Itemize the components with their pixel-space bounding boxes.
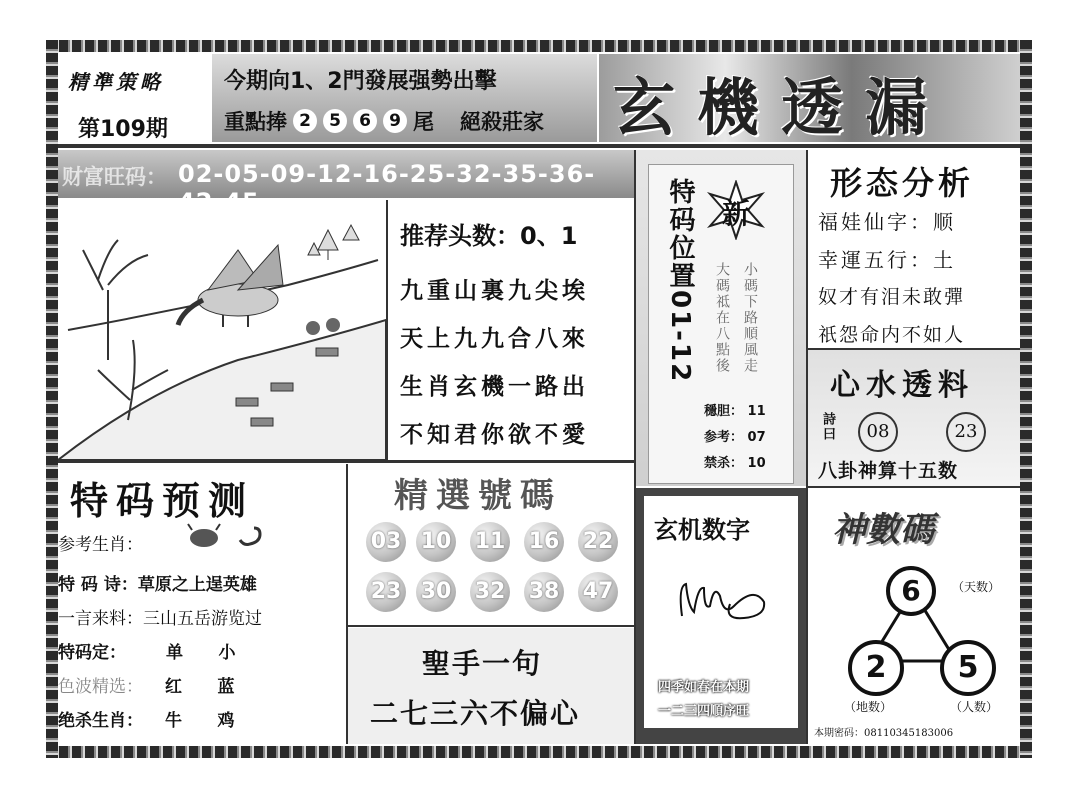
ref-value: 07 <box>747 430 766 445</box>
zodiac-label: 参考生肖： <box>58 535 143 555</box>
number-ball: 16 <box>524 522 564 562</box>
ref-label: 参考： <box>704 430 744 445</box>
prediction-row <box>58 638 236 663</box>
poem-row-label: 特 码 诗： <box>58 575 138 595</box>
ban-value: 10 <box>747 456 766 471</box>
number-ball: 30 <box>416 572 456 612</box>
god-number-block <box>808 488 1020 744</box>
shape-line: 奴才有泪未敢彈 <box>818 286 966 308</box>
brand-block <box>58 54 210 142</box>
focus-row <box>224 106 544 136</box>
master-phrase-text: 二七三六不偏心 <box>370 697 581 730</box>
stable-label: 穩胆： <box>704 404 744 419</box>
special-position-label: 特码位置01-12 <box>665 178 695 384</box>
divider <box>58 144 1020 148</box>
mystery-digit-title: 玄机数字 <box>654 516 750 544</box>
number-ball: 38 <box>524 572 564 612</box>
divider <box>58 460 634 463</box>
special-position-block <box>636 150 806 486</box>
parity-value: 单 小 <box>166 643 236 663</box>
kill-text: 絕殺莊家 <box>460 110 544 134</box>
prediction-row <box>58 706 235 731</box>
focus-digit: 9 <box>383 109 407 133</box>
shape-analysis-block <box>808 150 1020 348</box>
ban-label: 禁杀： <box>704 456 744 471</box>
divider <box>346 464 348 744</box>
color-value: 红 蓝 <box>165 677 235 697</box>
mystery-line: 一二三四順序旺 <box>658 704 750 719</box>
number-ball: 47 <box>578 572 618 612</box>
prediction-title: 特码预测 <box>70 478 255 523</box>
master-phrase-block <box>348 628 634 744</box>
heart-number: 23 <box>946 412 986 452</box>
word-row-label: 一言来料： <box>58 609 143 629</box>
divider <box>808 486 1020 488</box>
heart-water-block <box>808 350 1020 486</box>
border-top <box>46 40 1032 52</box>
mystery-digit-panel <box>644 496 798 728</box>
kill-zodiac-label: 绝杀生肖： <box>58 711 143 731</box>
focus-suffix: 尾 <box>413 110 434 134</box>
number-ball: 11 <box>470 522 510 562</box>
selected-numbers-block <box>348 464 634 624</box>
number-ball: 22 <box>578 522 618 562</box>
shape-line: 祇怨命内不如人 <box>818 324 966 346</box>
shape-line: 福娃仙字：顺 <box>818 210 956 234</box>
new-badge-text: 新 <box>722 197 751 230</box>
number-ball: 32 <box>470 572 510 612</box>
stable-row <box>704 400 766 419</box>
shape-analysis-title: 形态分析 <box>830 164 975 202</box>
master-phrase-title: 聖手一句 <box>422 647 543 680</box>
prediction-block <box>58 464 346 744</box>
border-right <box>1020 40 1032 758</box>
poem-line: 生肖玄機一路出 <box>400 374 589 400</box>
kill-zodiac-value: 牛 鸡 <box>165 711 235 731</box>
goose-scene-image <box>58 200 386 460</box>
poem-label: 詩曰 <box>820 412 835 442</box>
heart-water-title: 心水透料 <box>830 368 974 403</box>
prediction-row <box>58 570 257 595</box>
number-ball: 23 <box>366 572 406 612</box>
head-numbers: 推荐头数：0、1 <box>400 222 578 250</box>
poem-line: 九重山裏九尖埃 <box>400 278 589 304</box>
wealth-bar <box>58 150 634 216</box>
ban-row <box>704 452 766 471</box>
headline-block <box>212 54 597 142</box>
brand-title: 精準策略 <box>68 70 164 94</box>
big-title: 玄機透漏 <box>613 71 950 144</box>
wealth-numbers: 02-05-09-12-16-25-32-35-36-42-45 <box>178 160 596 216</box>
selected-numbers-title: 精選號碼 <box>394 476 562 516</box>
big-title-block <box>599 54 1020 142</box>
border-left <box>46 40 58 758</box>
left-label: （地数） <box>844 700 893 714</box>
focus-digit: 2 <box>293 109 317 133</box>
heart-water-footer: 八卦神算十五数 <box>818 460 959 482</box>
divider <box>634 150 636 744</box>
word-row-value: 三山五岳游览过 <box>143 609 262 629</box>
top-number: 6 <box>886 566 936 616</box>
password: 本期密码：08110345183006 <box>814 728 954 739</box>
divider <box>348 625 634 627</box>
zodiac-icons <box>186 520 276 552</box>
poem-line: 天上九九合八來 <box>400 326 589 352</box>
prediction-row <box>58 672 235 697</box>
prediction-row <box>58 530 143 555</box>
stable-value: 11 <box>747 404 766 419</box>
shape-line: 幸運五行：土 <box>818 248 956 272</box>
divider <box>386 200 388 460</box>
poem-line: 不知君你欲不愛 <box>400 422 589 448</box>
divider <box>808 348 1020 350</box>
small-number-hint: 小碼下路順風走 <box>742 262 758 374</box>
right-label: （人数） <box>950 700 999 714</box>
goose-illustration <box>58 200 386 460</box>
big-number-hint: 大碼祗在八點後 <box>714 262 730 374</box>
number-ball: 03 <box>366 522 406 562</box>
prediction-row <box>58 604 262 629</box>
mystery-line: 四季如春在本期 <box>658 680 750 695</box>
number-ball: 10 <box>416 522 456 562</box>
heart-number: 08 <box>858 412 898 452</box>
new-badge <box>706 180 766 240</box>
poem-row-value: 草原之上逞英雄 <box>137 575 257 595</box>
focus-label: 重點捧 <box>224 110 287 134</box>
focus-digit: 5 <box>323 109 347 133</box>
poem-block <box>388 200 634 460</box>
god-number-title: 神數碼 <box>832 510 934 550</box>
color-label: 色波精选： <box>58 677 143 697</box>
left-number: 2 <box>848 640 904 696</box>
wealth-label: 财富旺码： <box>62 165 167 189</box>
divider <box>806 150 808 744</box>
handwriting-image <box>674 576 774 636</box>
top-label: （天数） <box>952 580 1001 594</box>
parity-label: 特码定： <box>58 643 126 663</box>
issue-number: 第109期 <box>78 117 168 142</box>
headline: 今期向1、2門發展强勢出擊 <box>224 69 497 94</box>
ref-row <box>704 426 766 445</box>
border-bottom <box>46 746 1032 758</box>
right-number: 5 <box>940 640 996 696</box>
mystery-digit-block <box>636 488 806 744</box>
focus-digit: 6 <box>353 109 377 133</box>
